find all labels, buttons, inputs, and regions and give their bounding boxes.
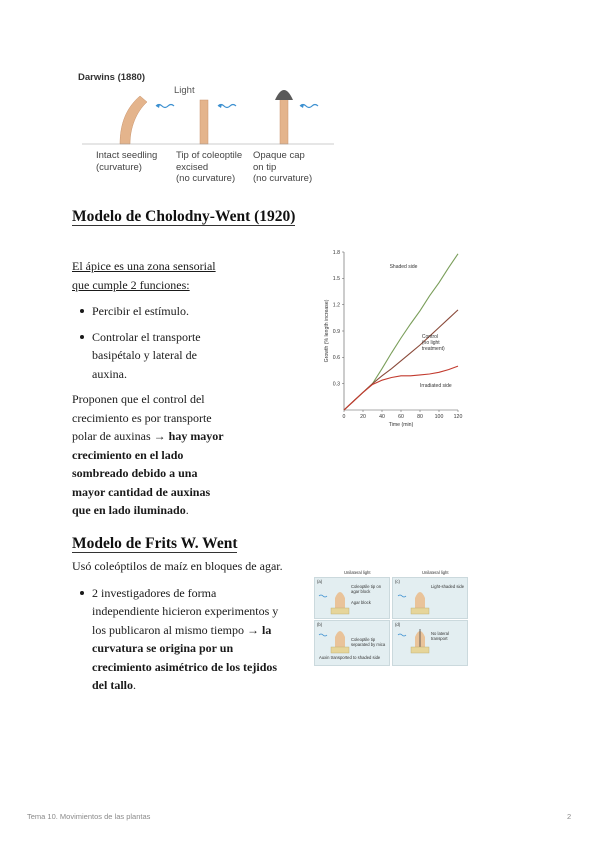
list-item: 2 investigadores de forma independiente hicieron experimentos y los publicaron al mismo tiempo → la curvatura se origina por un crecimiento asimétrico de los tejidos del tallo. (72, 584, 297, 695)
excised-coleoptile-shape (200, 100, 208, 144)
coleoptile-tip-shape (335, 592, 345, 608)
coleoptile-tip-shape (415, 592, 425, 608)
annotation-control: Control (421, 334, 439, 341)
darwin-figure (76, 72, 340, 184)
panel-b: (b) Coleoptile tip separated by mica Auxin transported to shaded side (314, 620, 390, 666)
y-tick-label: 1.8 (332, 249, 340, 256)
intro-line: que cumple 2 funciones: (72, 277, 190, 292)
list-item: Percibir el estímulo. (72, 302, 292, 321)
x-tick-label: 60 (398, 414, 404, 420)
footer-title: Tema 10. Movimientos de las plantas (27, 812, 151, 821)
section1-text (72, 257, 292, 520)
figure-title-right: Unilateral light (422, 570, 449, 575)
annotation-irradiated: Irradiated side (420, 383, 452, 390)
y-tick-label: 0.6 (332, 355, 340, 362)
x-tick-label: 0 (342, 414, 346, 420)
growth-chart (320, 244, 466, 430)
opaque-cap-shape (275, 90, 293, 100)
agar-block-shape (411, 608, 429, 614)
figure-title-left: Unilateral light (344, 570, 371, 575)
annotation-control: (no light (421, 340, 440, 347)
went-experiment-figure (314, 570, 466, 666)
agar-block-shape (411, 647, 429, 653)
x-tick-label: 20 (360, 414, 366, 420)
intro-line: El ápice es una zona sensorial (72, 259, 216, 273)
y-tick-label: 0.3 (332, 381, 340, 388)
list-item: Controlar el transporte basipétalo y lateral de auxina. (72, 328, 292, 384)
capped-coleoptile-shape (280, 98, 288, 144)
y-tick-label: 1.2 (332, 302, 340, 309)
panel-d: (d) No lateral transport (392, 620, 468, 666)
intro-line: Usó coleóptilos de maíz en bloques de agar. (72, 559, 283, 573)
darwin-figure-title: Darwins (1880) (78, 72, 146, 83)
annotation-shaded: Shaded side (389, 263, 418, 270)
x-axis-label: Time (min) (388, 422, 414, 428)
intact-seedling-shape (120, 96, 147, 144)
panel-a: (a) Coleoptile tip on agar block Agar block (314, 577, 390, 619)
function-list (72, 302, 292, 383)
agar-block-shape (331, 647, 349, 653)
section2-text (72, 557, 297, 702)
annotation-control: treatment) (421, 346, 445, 353)
section-heading-cholodny-went: Modelo de Cholodny-Went (1920) (72, 208, 296, 225)
y-axis-label: Growth (% length increase) (324, 299, 330, 363)
x-tick-label: 120 (453, 414, 463, 420)
panel-c: (c) Light-shaded side (392, 577, 468, 619)
y-tick-label: 0.9 (332, 328, 340, 335)
page-number: 2 (567, 812, 572, 821)
hypothesis-paragraph: Proponen que el control del crecimiento es por transporte polar de auxinas → hay mayor crecimiento en el lado sombreado debido a una mayor cantidad de auxinas que en lado iluminado. (72, 392, 224, 517)
x-tick-label: 100 (434, 414, 444, 420)
y-tick-label: 1.5 (332, 276, 340, 283)
agar-block-shape (331, 608, 349, 614)
caption-intact: Intact seedling (curvature) (96, 150, 158, 173)
experiment-list (72, 584, 297, 695)
x-tick-label: 80 (417, 414, 423, 420)
section-heading-frits-went: Modelo de Frits W. Went (72, 535, 238, 552)
caption-excised: Tip of coleoptile excised (no curvature) (176, 150, 243, 184)
coleoptile-tip-shape (335, 631, 345, 647)
x-tick-label: 40 (379, 414, 385, 420)
caption-opaque-cap: Opaque cap on tip (no curvature) (253, 150, 313, 184)
light-label: Light (174, 85, 195, 96)
